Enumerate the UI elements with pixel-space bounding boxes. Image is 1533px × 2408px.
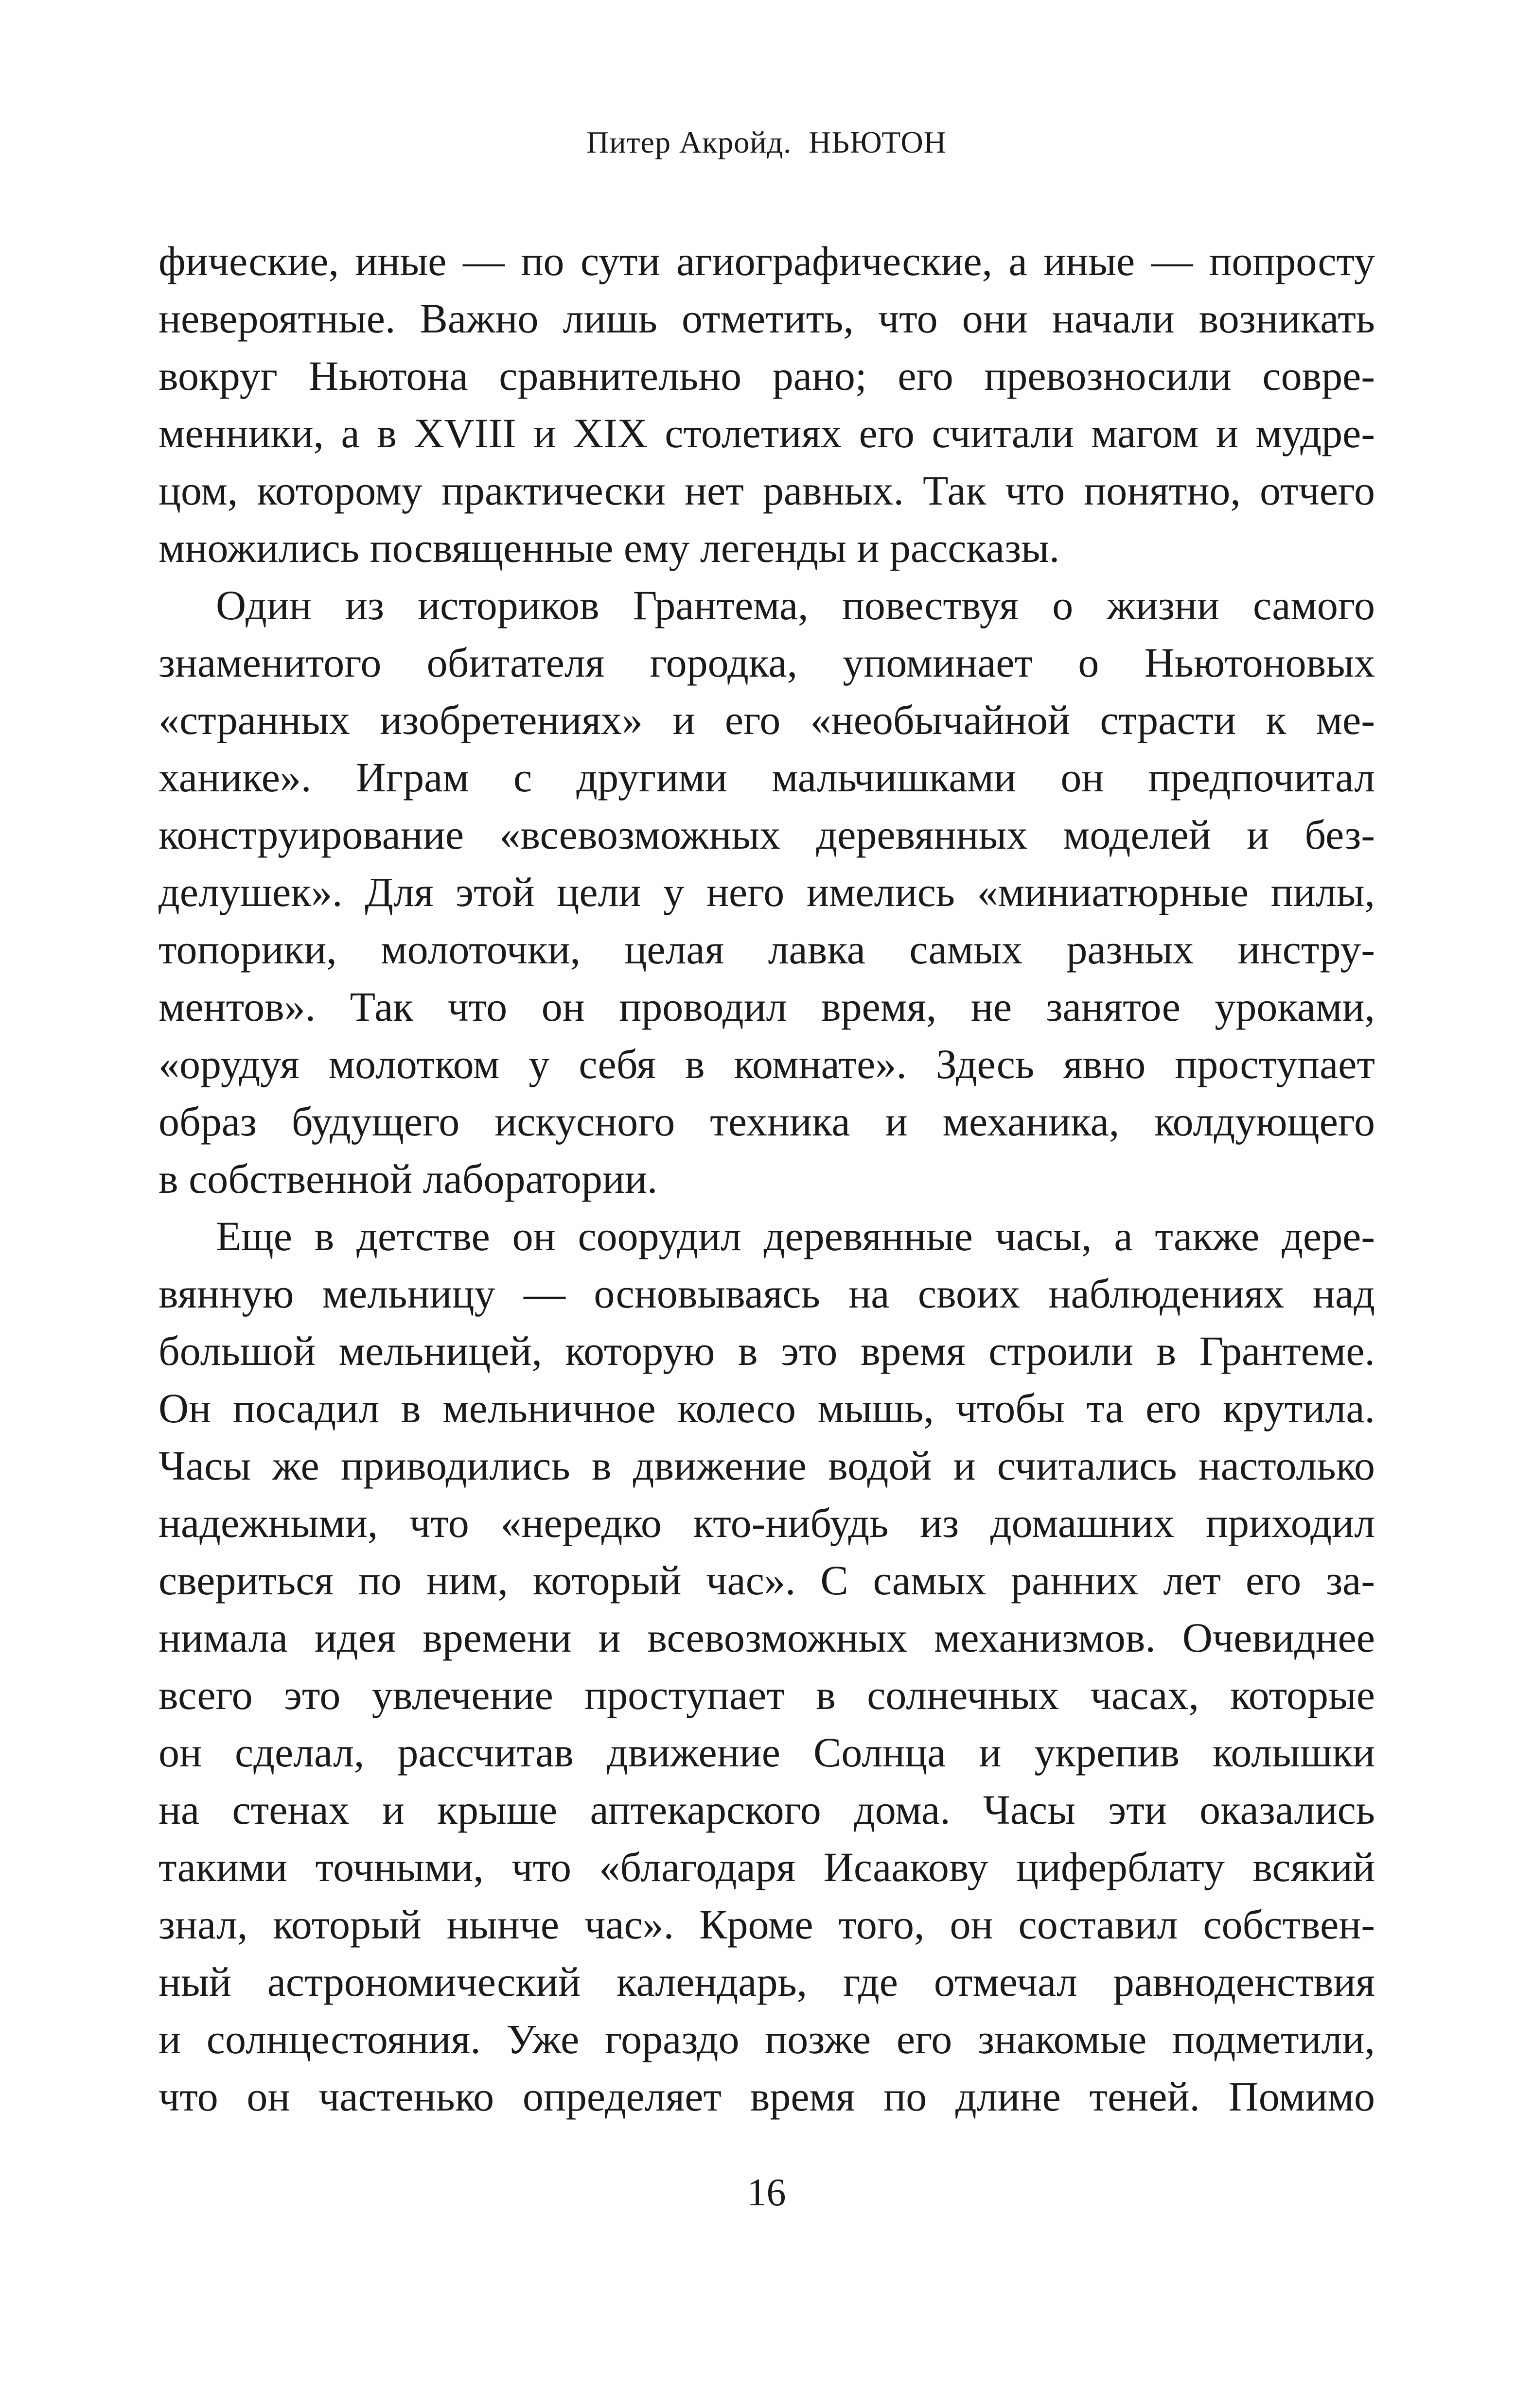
page-number: 16 [747,2171,786,2214]
text-line: нимала идея времени и всевозможных механизмов. Очевиднее [159,1614,1375,1661]
text-line: что он частенько определяет время по длине теней. Помимо [159,2073,1375,2120]
text-line: знаменитого обитателя городка, упоминает о Ньютоновых [159,639,1375,686]
text-line: «странных изобретениях» и его «необычайной страсти к ме- [159,697,1375,743]
text-line: свериться по ним, который час». С самых ранних лет его за- [159,1557,1375,1604]
text-line: делушек». Для этой цели у него имелись «миниатюрные пилы, [159,869,1375,915]
text-line: ментов». Так что он проводил время, не занятое уроками, [159,983,1375,1030]
text-line: всего это увлечение проступает в солнечных часах, которые [159,1672,1375,1718]
body-text [159,232,1375,2125]
text-line: такими точными, что «благодаря Исаакову циферблату всякий [159,1844,1375,1890]
text-line: он сделал, рассчитав движение Солнца и укрепив колышки [159,1729,1375,1776]
running-head-title: НЬЮТОН [809,125,947,159]
text-line: менники, а в XVIII и XIX столетиях его считали магом и мудре- [159,410,1375,456]
text-line: образ будущего искусного техника и механика, колдующего [159,1098,1375,1145]
text-line: конструирование «всевозможных деревянных моделей и без- [159,811,1375,858]
paragraph [159,576,1375,1207]
text-line: и солнцестояния. Уже гораздо позже его знакомые подметили, [159,2016,1375,2062]
text-line: Еще в детстве он соорудил деревянные часы, а также дере- [216,1213,1375,1259]
text-line: Он посадил в мельничное колесо мышь, чтобы та его крутила. [159,1385,1375,1431]
text-line: ханике». Играм с другими мальчишками он предпочитал [159,754,1375,801]
text-line: Один из историков Грантема, повествуя о жизни самого [216,582,1375,628]
text-line: Часы же приводились в движение водой и считались настолько [159,1442,1375,1489]
text-line: «орудуя молотком у себя в комнате». Здесь явно проступает [159,1041,1375,1087]
text-line: в собственной лаборатории. [159,1155,658,1202]
text-line: топорики, молоточки, целая лавка самых разных инстру- [159,926,1375,973]
text-line: знал, который нынче час». Кроме того, он составил собствен- [159,1901,1375,1948]
text-line: на стенах и крыше аптекарского дома. Часы эти оказались [159,1786,1375,1833]
text-line: множились посвященные ему легенды и рассказы. [159,524,1060,571]
text-line: фические, иные — по сути агиографические, а иные — попросту [159,238,1375,284]
text-line: вокруг Ньютона сравнительно рано; его превозносили совре- [159,352,1375,399]
text-line: цом, которому практически нет равных. Так что понятно, отчего [159,467,1375,514]
text-line: ный астрономический календарь, где отмечал равноденствия [159,1958,1375,2005]
text-line: невероятные. Важно лишь отметить, что они начали возникать [159,295,1375,342]
running-head-author: Питер Акройд. [586,125,792,159]
text-line: вянную мельницу — основываясь на своих наблюдениях над [159,1270,1375,1317]
text-line: большой мельницей, которую в это время строили в Грантеме. [159,1327,1375,1374]
paragraph [159,1207,1375,2125]
paragraph [159,232,1375,576]
running-head [0,124,1533,160]
text-line: надежными, что «нередко кто-нибудь из домашних приходил [159,1500,1375,1546]
